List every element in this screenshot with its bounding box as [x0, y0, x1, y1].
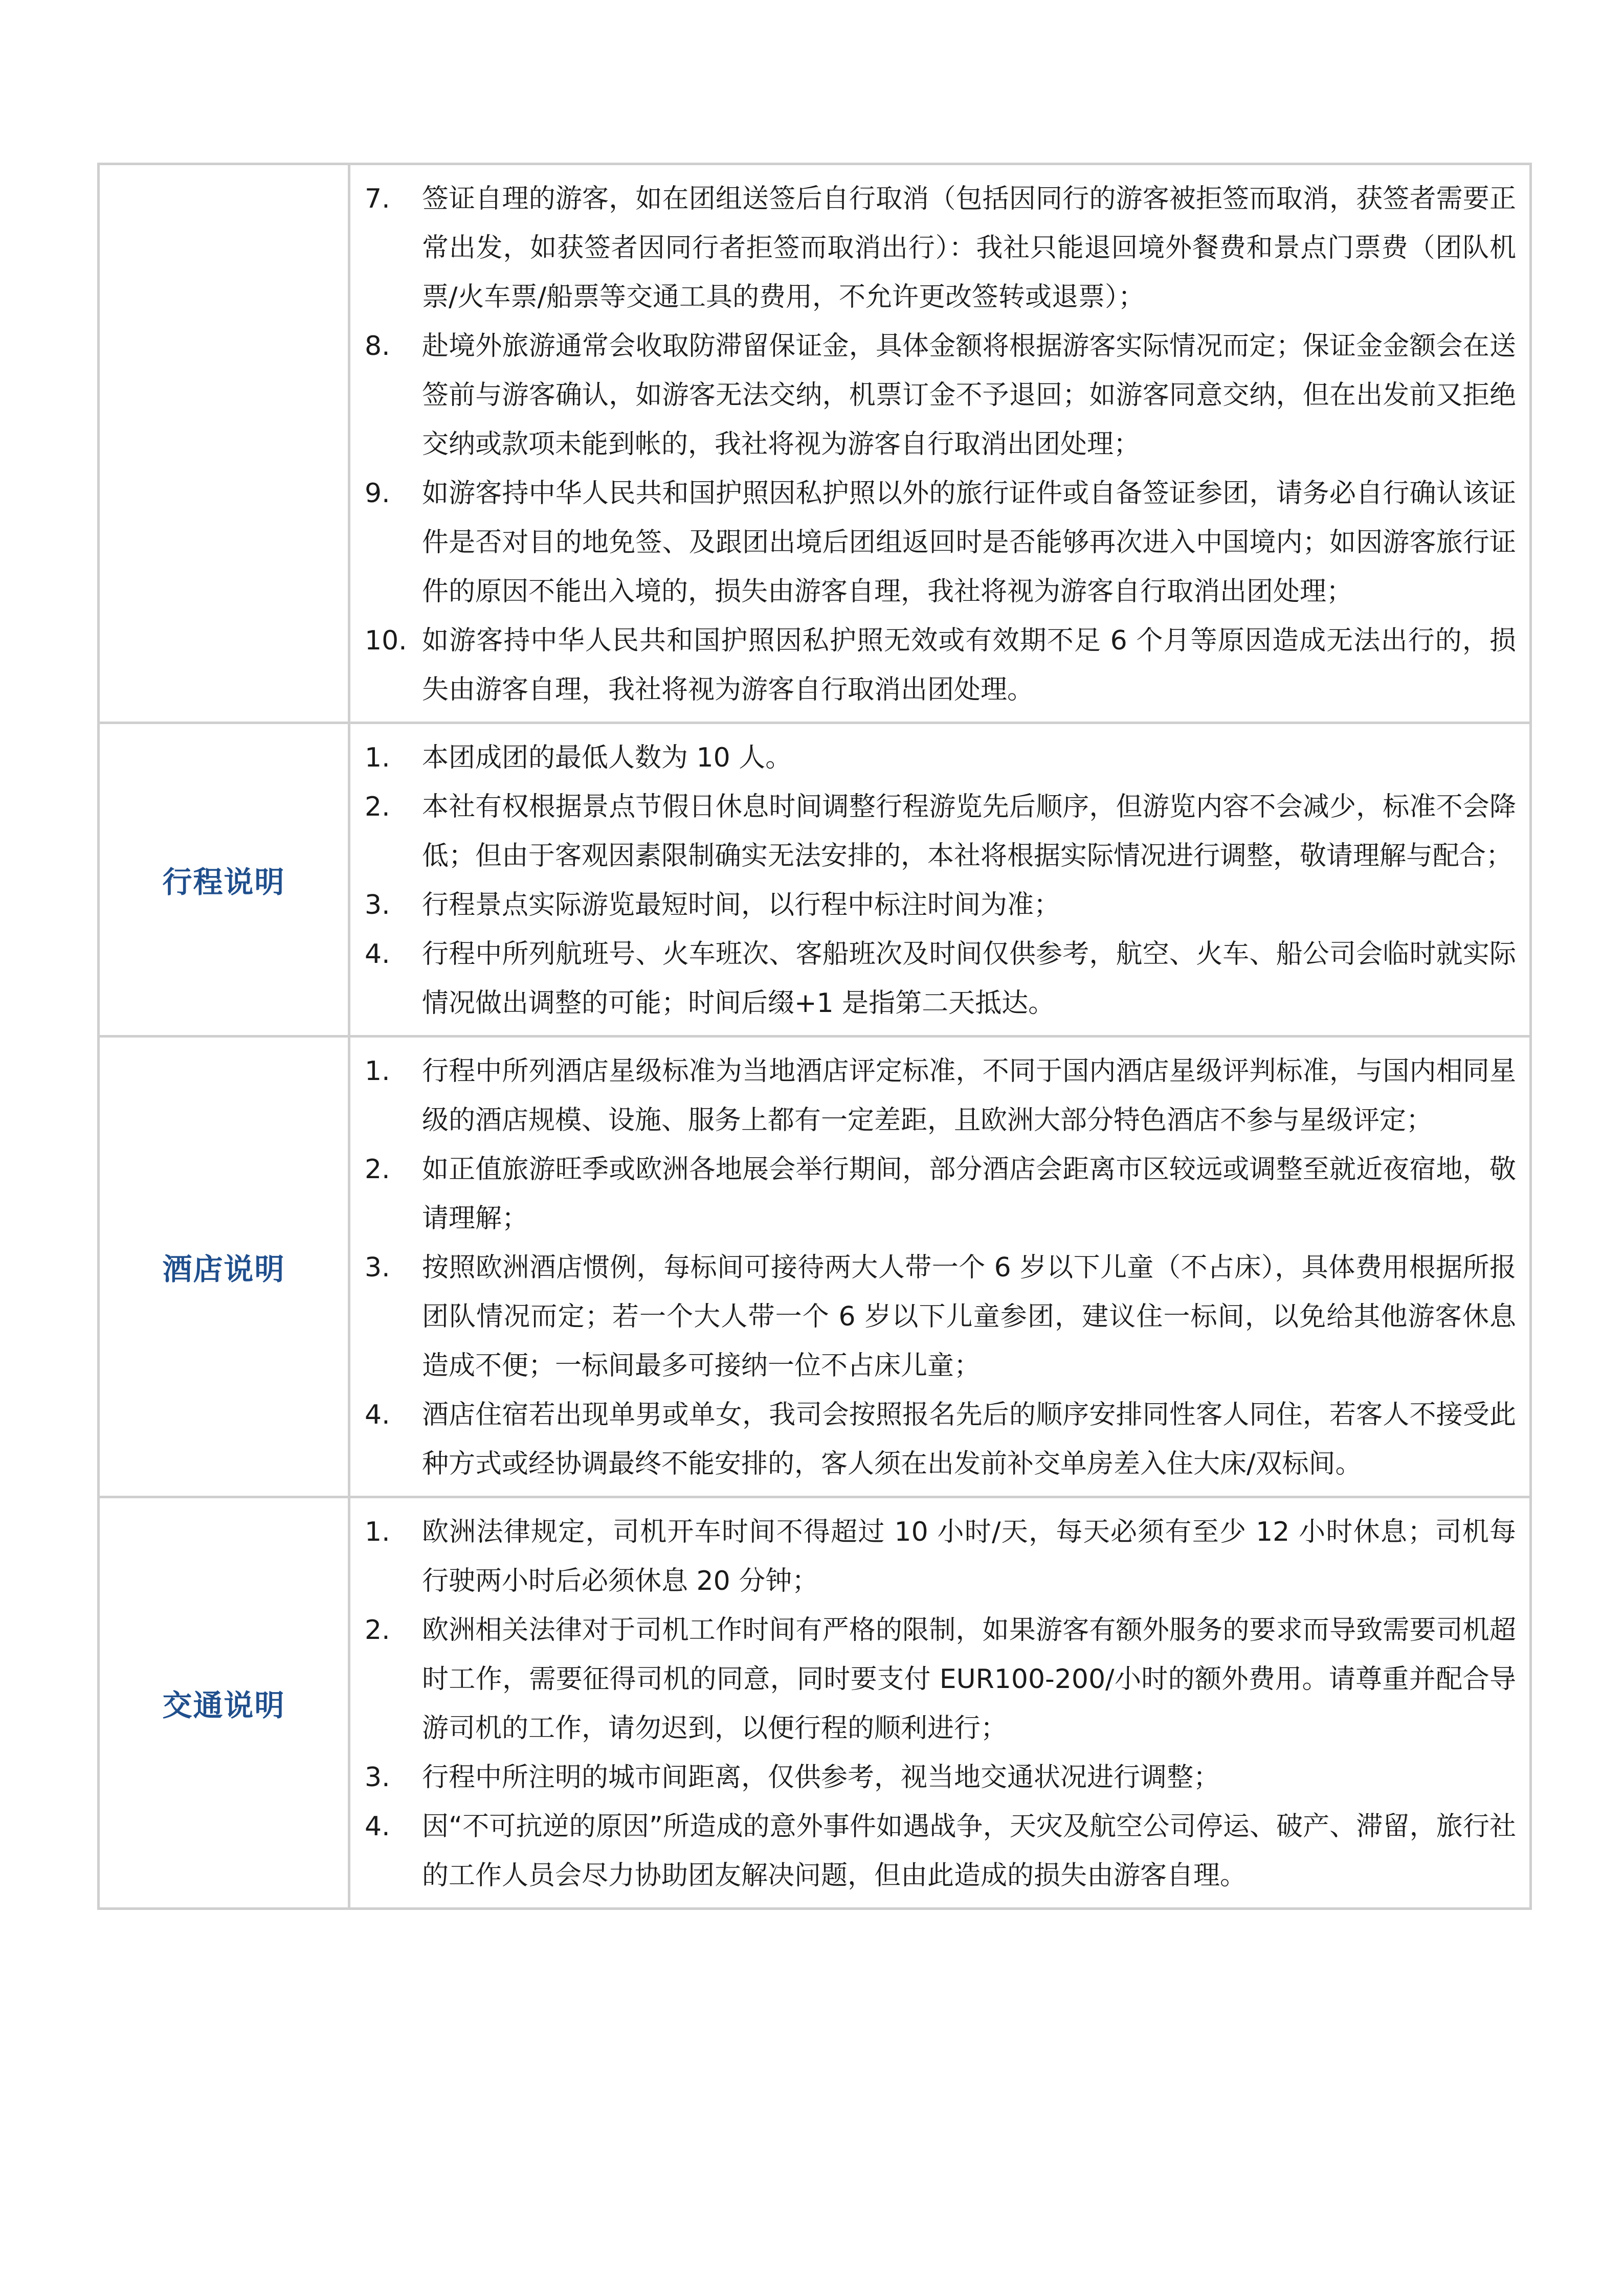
list-item	[365, 1507, 1516, 1606]
section-label: 行程说明	[99, 723, 349, 1037]
item-text: 如正值旅游旺季或欧洲各地展会举行期间，部分酒店会距离市区较远或调整至就近夜宿地，敬请理解；	[422, 1154, 1516, 1234]
item-text: 签证自理的游客，如在团组送签后自行取消（包括因同行的游客被拒签而取消，获签者需要正常出发，如获签者因同行者拒签而取消出行）：我社只能退回境外餐费和景点门票费（团队机票/火车票/船票等交通工具的费用，不允许更改签转或退票）；	[422, 184, 1516, 312]
section-label: 交通说明	[99, 1497, 349, 1909]
list-item	[365, 1390, 1516, 1489]
item-text: 酒店住宿若出现单男或单女，我司会按照报名先后的顺序安排同性客人同住，若客人不接受此种方式或经协调最终不能安排的，客人须在出发前补交单房差入住大床/双标间。	[422, 1400, 1516, 1479]
list-item	[365, 733, 1516, 782]
list-item	[365, 1047, 1516, 1145]
item-text: 行程中所注明的城市间距离，仅供参考，视当地交通状况进行调整；	[422, 1762, 1220, 1793]
section-content	[349, 1037, 1531, 1497]
item-number: 2.	[365, 1154, 390, 1185]
item-number: 4.	[365, 1811, 390, 1842]
item-number: 1.	[365, 1056, 390, 1087]
item-number: 3.	[365, 1762, 390, 1793]
item-number: 1.	[365, 742, 390, 773]
section-content	[349, 723, 1531, 1037]
list-item	[365, 930, 1516, 1028]
item-text: 本团成团的最低人数为 10 人。	[422, 742, 792, 773]
section-row-itinerary	[99, 723, 1531, 1037]
item-text: 因“不可抗逆的原因”所造成的意外事件如遇战争，天灾及航空公司停运、破产、滞留，旅行社的工作人员会尽力协助团友解决问题，但由此造成的损失由游客自理。	[422, 1811, 1516, 1891]
item-number: 8.	[365, 331, 390, 362]
list-item	[365, 1802, 1516, 1900]
list-item	[365, 1145, 1516, 1243]
list-item	[365, 322, 1516, 469]
section-label	[99, 164, 349, 723]
section-row-hotel	[99, 1037, 1531, 1497]
list-item	[365, 174, 1516, 322]
list-item	[365, 616, 1516, 714]
item-text: 如游客持中华人民共和国护照因私护照无效或有效期不足 6 个月等原因造成无法出行的，损失由游客自理，我社将视为游客自行取消出团处理。	[422, 625, 1516, 705]
item-text: 欧洲法律规定，司机开车时间不得超过 10 小时/天，每天必须有至少 12 小时休息；司机每行驶两小时后必须休息 20 分钟；	[422, 1517, 1516, 1596]
list-item	[365, 1753, 1516, 1802]
item-number: 7.	[365, 184, 390, 214]
item-number: 10.	[365, 625, 407, 656]
list-item	[365, 881, 1516, 930]
item-number: 3.	[365, 890, 390, 920]
item-text: 行程中所列酒店星级标准为当地酒店评定标准，不同于国内酒店星级评判标准，与国内相同星级的酒店规模、设施、服务上都有一定差距，且欧洲大部分特色酒店不参与星级评定；	[422, 1056, 1516, 1136]
section-label: 酒店说明	[99, 1037, 349, 1497]
list-item	[365, 1243, 1516, 1390]
item-text: 行程景点实际游览最短时间，以行程中标注时间为准；	[422, 890, 1061, 920]
item-text: 本社有权根据景点节假日休息时间调整行程游览先后顺序，但游览内容不会减少，标准不会降低；但由于客观因素限制确实无法安排的，本社将根据实际情况进行调整，敬请理解与配合；	[422, 792, 1516, 871]
list-item	[365, 1606, 1516, 1753]
section-row-cancellation	[99, 164, 1531, 723]
item-number: 2.	[365, 1615, 390, 1646]
item-number: 4.	[365, 1400, 390, 1430]
section-content	[349, 1497, 1531, 1909]
item-number: 1.	[365, 1517, 390, 1547]
section-content	[349, 164, 1531, 723]
info-table	[97, 163, 1532, 1910]
item-number: 4.	[365, 939, 390, 970]
section-row-transport	[99, 1497, 1531, 1909]
item-number: 3.	[365, 1252, 390, 1283]
item-text: 赴境外旅游通常会收取防滞留保证金，具体金额将根据游客实际情况而定；保证金金额会在送签前与游客确认，如游客无法交纳，机票订金不予退回；如游客同意交纳，但在出发前又拒绝交纳或款项未能到帐的，我社将视为游客自行取消出团处理；	[422, 331, 1516, 460]
item-text: 按照欧洲酒店惯例，每标间可接待两大人带一个 6 岁以下儿童（不占床），具体费用根据所报团队情况而定；若一个大人带一个 6 岁以下儿童参团，建议住一标间，以免给其他游客休息造成不便；一标间最多可接纳一位不占床儿童；	[422, 1252, 1516, 1381]
item-text: 如游客持中华人民共和国护照因私护照以外的旅行证件或自备签证参团，请务必自行确认该证件是否对目的地免签、及跟团出境后团组返回时是否能够再次进入中国境内；如因游客旅行证件的原因不能出入境的，损失由游客自理，我社将视为游客自行取消出团处理；	[422, 478, 1516, 607]
item-text: 欧洲相关法律对于司机工作时间有严格的限制，如果游客有额外服务的要求而导致需要司机超时工作，需要征得司机的同意，同时要支付 EUR100-200/小时的额外费用。请尊重并配合导游司机的工作，请勿迟到，以便行程的顺利进行；	[422, 1615, 1516, 1744]
item-number: 2.	[365, 792, 390, 822]
item-number: 9.	[365, 478, 390, 509]
list-item	[365, 782, 1516, 881]
list-item	[365, 469, 1516, 616]
item-text: 行程中所列航班号、火车班次、客船班次及时间仅供参考，航空、火车、船公司会临时就实际情况做出调整的可能；时间后缀+1 是指第二天抵达。	[422, 939, 1516, 1019]
